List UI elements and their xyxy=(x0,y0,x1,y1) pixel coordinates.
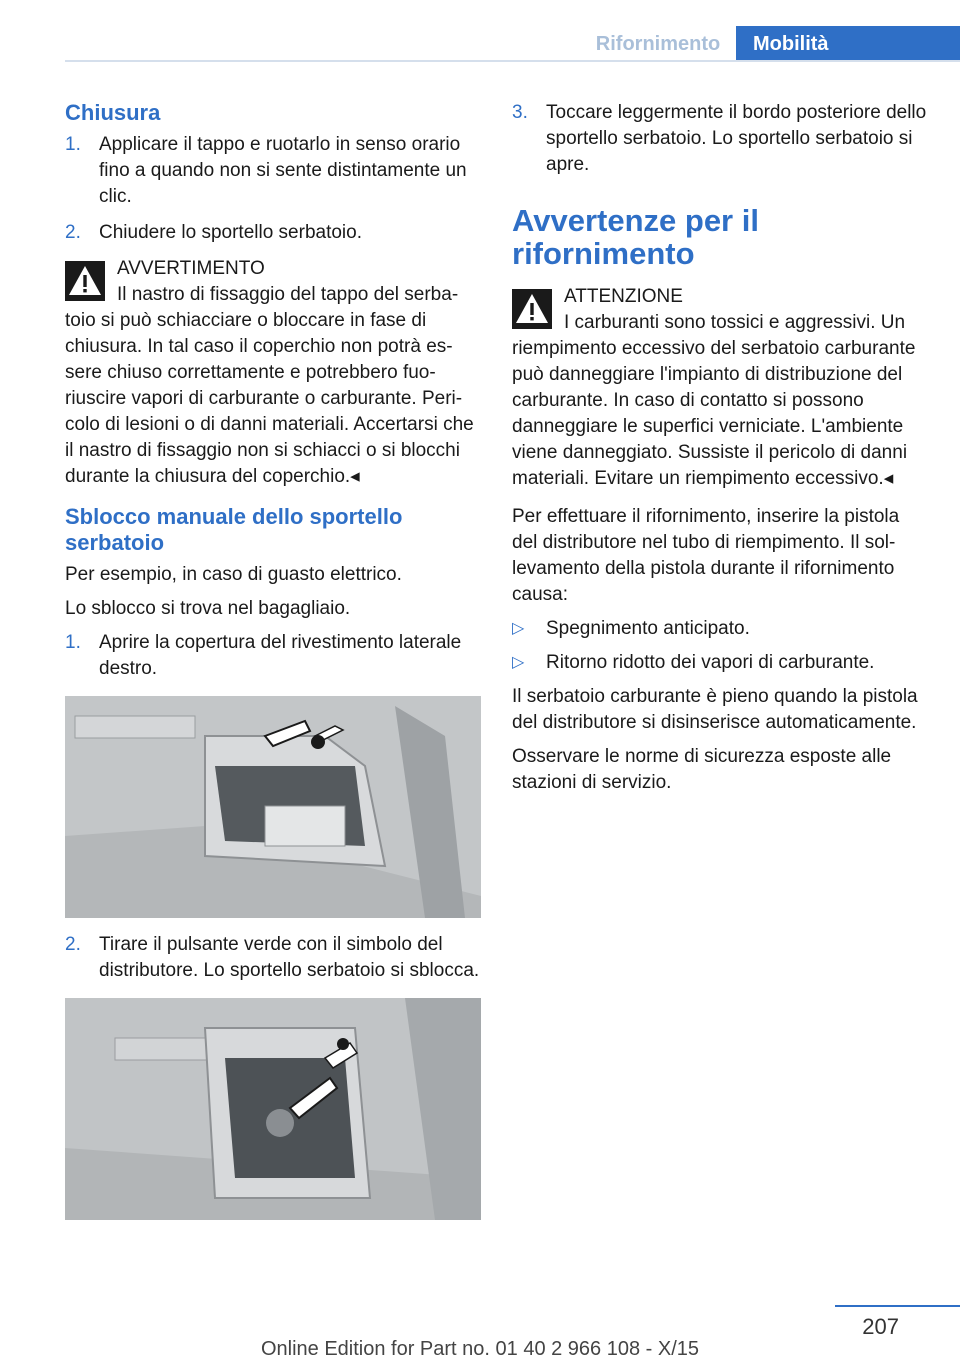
warning-text: Il nastro di fissaggio del tappo del serbatoio si può schiacciare o bloccare in fase di chiusura. In tal caso il coperchio non potrà essere chiuso correttamente e potrebbero fuoriuscire vapori di carburante o carburante. Pericolo di lesioni o di danni materiali. Accertarsi che il nastro di fissaggio non si schiacci o si blocchi durante la chiusura del coperchio.◂ xyxy=(65,284,474,487)
caution-title: ATTENZIONE xyxy=(564,286,683,307)
warning-triangle-icon xyxy=(65,261,105,301)
step-number: 1. xyxy=(65,134,81,155)
list-item xyxy=(512,100,928,178)
step-text: Tirare il pulsante verde con il simbolo del distributore. Lo sportello serbatoio si sblocca. xyxy=(99,934,480,981)
list-item xyxy=(65,220,481,246)
paragraph: Per effettuare il rifornimento, inserire la pistola del distributore nel tubo di riempimento. Il sollevamento della pistola durante il rifornimento causa: xyxy=(512,506,900,605)
list-item xyxy=(512,616,928,642)
header-divider xyxy=(65,60,960,62)
step-number: 2. xyxy=(65,222,81,243)
step-text: Chiudere lo sportello serbatoio. xyxy=(99,222,362,243)
paragraph: Osservare le norme di sicurezza esposte alle stazioni di servizio. xyxy=(512,746,892,793)
heading-sblocco: Sblocco manuale dello sportello serbatoio xyxy=(65,504,403,555)
step-text: Applicare il tappo e ruotarlo in senso orario fino a quando non si sente distintamente un clic. xyxy=(99,134,467,207)
caution-text: I carburanti sono tossici e aggressivi. Un riempimento eccessivo del serbatoio carburante può danneggiare l'impianto di distribuzione del carburante. In caso di contatto si possono danneggiare le superfici verniciate. L'ambiente viene danneggiato. Sussiste il pericolo di danni materiali. Evitare un riempimento eccessivo.◂ xyxy=(512,312,916,489)
step-text: Toccare leggermente il bordo posteriore dello sportello serbatoio. Lo sportello serbatoio si apre. xyxy=(546,102,927,175)
edition-footer: Online Edition for Part no. 01 40 2 966 108 - X/15 xyxy=(260,1338,700,1360)
heading-avvertenze: Avvertenze per il rifornimento xyxy=(512,203,759,271)
header-chapter-tab[interactable]: Mobilità xyxy=(736,26,960,62)
paragraph: Per esempio, in caso di guasto elettrico. xyxy=(65,564,402,585)
triangle-bullet-icon: ▷ xyxy=(512,654,525,671)
list-item xyxy=(65,932,481,984)
step-number: 3. xyxy=(512,102,528,123)
right-column xyxy=(512,100,928,804)
step-number: 2. xyxy=(65,934,81,955)
left-column xyxy=(65,100,481,1234)
step-text: Aprire la copertura del rivestimento laterale destro. xyxy=(99,632,462,679)
page-header xyxy=(0,0,960,62)
paragraph: Il serbatoio carburante è pieno quando la pistola del distributore si disinserisce automaticamente. xyxy=(512,686,918,733)
bullet-text: Ritorno ridotto dei vapori di carburante. xyxy=(546,652,875,673)
warning-box xyxy=(65,256,481,490)
page-number: 207 xyxy=(862,1314,899,1339)
trunk-side-cover-photo xyxy=(65,696,481,918)
header-section-tab[interactable]: Rifornimento xyxy=(582,26,734,62)
list-item xyxy=(512,650,928,676)
caution-box xyxy=(512,284,928,492)
list-item xyxy=(65,630,481,682)
step-number: 1. xyxy=(65,632,81,653)
footer-divider xyxy=(835,1305,960,1307)
warning-triangle-icon xyxy=(512,289,552,329)
bullet-text: Spegnimento anticipato. xyxy=(546,618,750,639)
paragraph: Lo sblocco si trova nel bagagliaio. xyxy=(65,598,351,619)
heading-chiusura: Chiusura xyxy=(65,100,161,125)
list-item xyxy=(65,132,481,210)
green-release-button-photo xyxy=(65,998,481,1220)
warning-title: AVVERTIMENTO xyxy=(117,258,265,279)
triangle-bullet-icon: ▷ xyxy=(512,620,525,637)
